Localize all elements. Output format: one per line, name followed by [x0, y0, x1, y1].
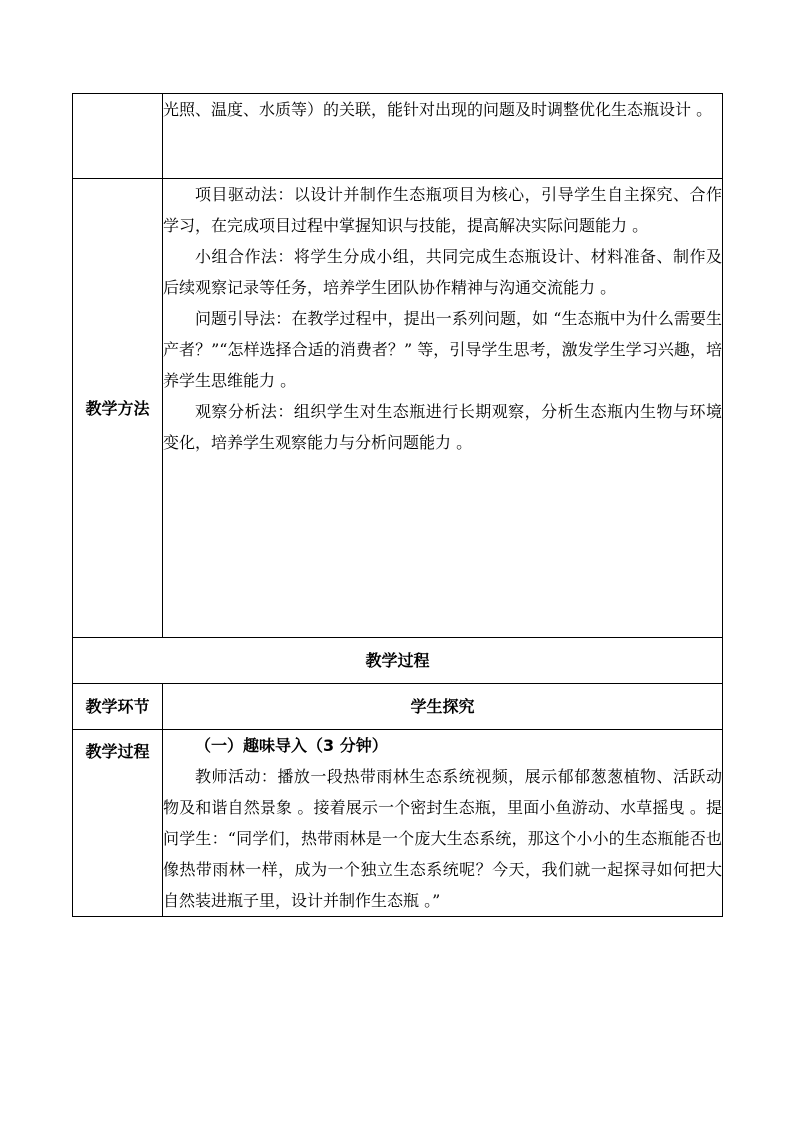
intro-subheading: （一）趣味导入（3 分钟） — [195, 736, 388, 755]
process-header-right: 学生探究 — [163, 684, 723, 730]
process-header-row — [73, 684, 723, 730]
objectives-cell — [163, 94, 723, 179]
objectives-row — [73, 94, 723, 179]
objectives-continuation-text: 光照、温度、水质等）的关联，能针对出现的问题及时调整优化生态瓶设计 。 — [163, 100, 713, 119]
method-paragraph-observation: 观察分析法：组织学生对生态瓶进行长期观察，分析生态瓶内生物与环境变化，培养学生观察能力与分析问题能力 。 — [163, 402, 722, 452]
methods-label: 教学方法 — [73, 179, 163, 638]
process-header-left: 教学环节 — [73, 684, 163, 730]
intro-paragraph: 教师活动：播放一段热带雨林生态系统视频，展示郁郁葱葱植物、活跃动物及和谐自然景象 。接着展示一个密封生态瓶，里面小鱼游动、水草摇曳 。提问学生：“同学们，热带雨林是一个庞大生态系统，那这个小小的生态瓶能否也像热带雨林一样，成为一个独立生态系统呢？今天，我们就一起探寻如何把大自然装进瓶子里，设计并制作生态瓶 。” — [163, 767, 722, 910]
method-paragraph-question: 问题引导法：在教学过程中，提出一系列问题，如 “生态瓶中为什么需要生产者？”“怎样选择合适的消费者？” 等，引导学生思考，激发学生学习兴趣，培养学生思维能力 。 — [163, 309, 722, 390]
process-section-title: 教学过程 — [73, 638, 723, 684]
method-paragraph-group: 小组合作法：将学生分成小组，共同完成生态瓶设计、材料准备、制作及后续观察记录等任务，培养学生团队协作精神与沟通交流能力 。 — [163, 247, 722, 297]
process-section-row — [73, 638, 723, 684]
process-row-label: 教学过程 — [73, 730, 163, 917]
lesson-plan-table — [72, 93, 723, 917]
method-paragraph-project: 项目驱动法：以设计并制作生态瓶项目为核心，引导学生自主探究、合作学习，在完成项目过程中掌握知识与技能，提高解决实际问题能力 。 — [163, 185, 722, 235]
methods-cell — [163, 179, 723, 638]
methods-row — [73, 179, 723, 638]
objectives-left-cell — [73, 94, 163, 179]
process-content-cell — [163, 730, 723, 917]
process-content-row — [73, 730, 723, 917]
